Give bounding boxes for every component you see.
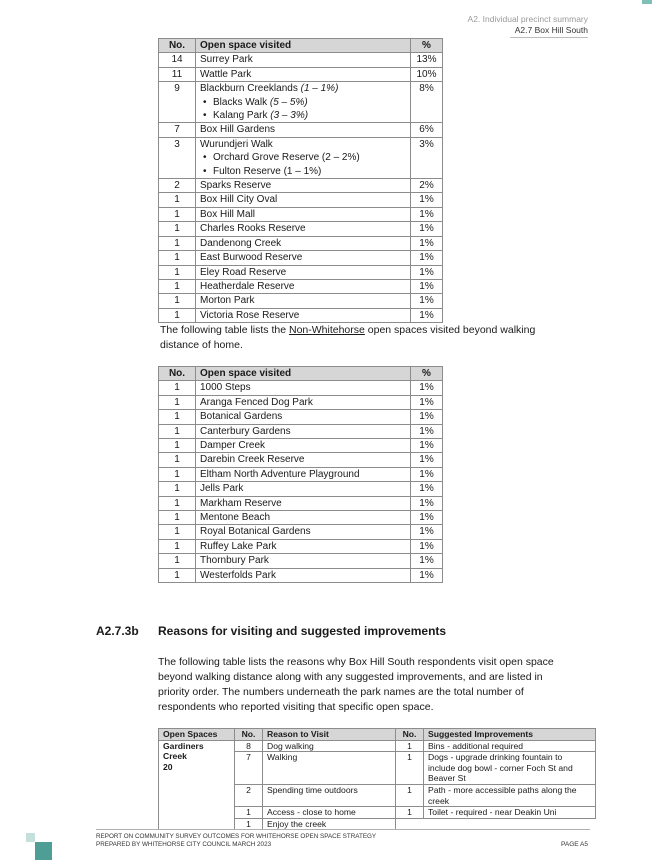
cell-name: Wurundjeri Walk — [200, 138, 273, 150]
cell-name: Box Hill Gardens — [196, 123, 411, 137]
cell-suggestion: Bins - additional required — [424, 740, 596, 752]
cell-no: 1 — [159, 424, 196, 438]
cell-pct: 1% — [411, 395, 443, 409]
cell-no: 7 — [235, 752, 263, 785]
cell-no: 1 — [159, 511, 196, 525]
cell-name: Ruffey Lake Park — [196, 539, 411, 553]
table-row — [159, 308, 443, 322]
table-row — [159, 554, 443, 568]
cell-suggestion: Toilet - required - near Deakin Uni — [424, 807, 596, 819]
cell-pct: 1% — [411, 308, 443, 322]
col-percent: % — [411, 39, 443, 53]
cell-no: 3 — [159, 137, 196, 178]
section-number: A2.7.3b — [96, 624, 139, 638]
cell-name: Box Hill City Oval — [196, 193, 411, 207]
cell-no: 1 — [159, 207, 196, 221]
col-open-space: Open space visited — [196, 367, 411, 381]
table-row — [159, 67, 443, 81]
cell-reason: Dog walking — [263, 740, 396, 752]
footer-report-title: REPORT ON COMMUNITY SURVEY OUTCOMES FOR WHITEHORSE OPEN SPACE STRATEGY — [96, 833, 377, 840]
table-row — [159, 193, 443, 207]
cell-name-group — [196, 82, 411, 123]
table-row — [159, 453, 443, 467]
table-row — [159, 525, 443, 539]
cell-no: 1 — [159, 554, 196, 568]
sub-item-note: (3 – 3%) — [270, 110, 309, 122]
cell-no: 1 — [235, 818, 263, 830]
cell-reason: Spending time outdoors — [263, 784, 396, 806]
cell-pct: 1% — [411, 265, 443, 279]
col-no-2: No. — [396, 729, 424, 741]
table-row — [159, 568, 443, 582]
cell-name: Eley Road Reserve — [196, 265, 411, 279]
cell-no-2: 1 — [396, 740, 424, 752]
cell-no: 1 — [159, 294, 196, 308]
cell-no: 9 — [159, 82, 196, 123]
cell-pct: 1% — [411, 279, 443, 293]
cell-pct: 2% — [411, 179, 443, 193]
cell-pct: 1% — [411, 294, 443, 308]
cell-no: 1 — [159, 395, 196, 409]
col-suggested-improvements: Suggested Improvements — [424, 729, 596, 741]
cell-pct: 1% — [411, 251, 443, 265]
cell-pct: 3% — [411, 137, 443, 178]
cell-name: Surrey Park — [196, 53, 411, 67]
cell-no: 1 — [159, 265, 196, 279]
open-space-name-line1: Gardiners — [163, 740, 204, 751]
header-subsection: A2.7 Box Hill South — [514, 25, 588, 35]
cell-name: Dandenong Creek — [196, 236, 411, 250]
intro-text-before: The following table lists the — [160, 324, 289, 336]
col-percent: % — [411, 367, 443, 381]
cell-pct: 1% — [411, 381, 443, 395]
col-no: No. — [159, 39, 196, 53]
cell-pct: 1% — [411, 439, 443, 453]
cell-name: Damper Creek — [196, 439, 411, 453]
table-row — [159, 53, 443, 67]
cell-no-2: 1 — [396, 752, 424, 785]
cell-name: Markham Reserve — [196, 496, 411, 510]
cell-no: 1 — [159, 236, 196, 250]
table-row — [159, 222, 443, 236]
sub-item-name: Blacks Walk — [213, 96, 268, 108]
cell-name: Blackburn Creeklands — [200, 83, 298, 95]
reasons-improvements-table — [158, 728, 596, 830]
sub-item-note: (5 – 5%) — [269, 96, 308, 108]
intro-text-after: open spaces visited beyond walking distance of home. — [160, 324, 536, 351]
cell-no: 1 — [159, 482, 196, 496]
col-open-space: Open space visited — [196, 39, 411, 53]
cell-pct: 1% — [411, 568, 443, 582]
cell-name: Eltham North Adventure Playground — [196, 467, 411, 481]
cell-pct: 1% — [411, 539, 443, 553]
cell-name: Darebin Creek Reserve — [196, 453, 411, 467]
cell-no: 1 — [159, 467, 196, 481]
table-row — [159, 137, 443, 178]
open-space-name-line2: Creek — [163, 751, 187, 762]
table-row — [159, 381, 443, 395]
open-space-cell — [159, 740, 235, 830]
table-header-row — [159, 729, 596, 741]
cell-no: 14 — [159, 53, 196, 67]
cell-name: Charles Rooks Reserve — [196, 222, 411, 236]
table-row — [159, 740, 596, 752]
running-header — [468, 14, 588, 36]
cell-pct: 1% — [411, 496, 443, 510]
cell-pct: 1% — [411, 222, 443, 236]
cell-pct: 1% — [411, 467, 443, 481]
cell-no: 1 — [159, 568, 196, 582]
footer-prepared-by: PREPARED BY WHITEHORSE CITY COUNCIL MARCH 2023 — [96, 841, 272, 848]
intro-underlined-term: Non-Whitehorse — [288, 324, 365, 336]
section-paragraph: The following table lists the reasons why Box Hill South respondents visit open space beyond walking distance along with any suggested improvements, and are listed in priority order. The numbers underneath the park names are the total number of respondents who reported visiting that specific open space. — [158, 656, 554, 713]
cell-no: 7 — [159, 123, 196, 137]
cell-pct: 13% — [411, 53, 443, 67]
table-row — [159, 179, 443, 193]
sub-item — [200, 109, 406, 122]
cell-name: Westerfolds Park — [196, 568, 411, 582]
cell-name: Heatherdale Reserve — [196, 279, 411, 293]
table-row — [159, 410, 443, 424]
col-open-spaces: Open Spaces — [159, 729, 235, 741]
cell-no: 1 — [159, 279, 196, 293]
cell-name-note: (1 – 1%) — [300, 83, 339, 95]
cell-no: 1 — [159, 251, 196, 265]
cell-pct: 1% — [411, 193, 443, 207]
sub-item: • Orchard Grove Reserve (2 – 2%) — [200, 151, 406, 164]
cell-no: 2 — [159, 179, 196, 193]
corner-accent — [642, 0, 652, 4]
table-row — [159, 539, 443, 553]
intro-non-whitehorse — [160, 323, 560, 353]
table-row — [159, 395, 443, 409]
cell-no: 8 — [235, 740, 263, 752]
cell-name: Botanical Gardens — [196, 410, 411, 424]
table-row — [159, 82, 443, 123]
cell-pct: 1% — [411, 236, 443, 250]
cell-name: Canterbury Gardens — [196, 424, 411, 438]
table-row — [159, 511, 443, 525]
footer-decoration-large — [35, 842, 52, 860]
cell-pct: 1% — [411, 482, 443, 496]
cell-no: 1 — [159, 308, 196, 322]
cell-suggestion: Dogs - upgrade drinking fountain to include dog bowl - corner Foch St and Beaver St — [424, 752, 596, 785]
cell-pct: 1% — [411, 511, 443, 525]
cell-no: 1 — [159, 381, 196, 395]
table-row — [159, 482, 443, 496]
cell-pct: 1% — [411, 554, 443, 568]
cell-no: 1 — [159, 453, 196, 467]
cell-no: 1 — [159, 539, 196, 553]
sub-list — [200, 96, 406, 123]
table-row — [159, 279, 443, 293]
sub-item — [200, 96, 406, 109]
cell-no: 1 — [235, 807, 263, 819]
cell-name: Thornbury Park — [196, 554, 411, 568]
footer-decoration-small — [26, 833, 35, 842]
cell-name: Wattle Park — [196, 67, 411, 81]
sub-item-name: Kalang Park — [213, 110, 268, 122]
cell-reason: Enjoy the creek — [263, 818, 396, 830]
cell-pct: 1% — [411, 525, 443, 539]
sub-list — [200, 151, 406, 178]
col-reason: Reason to Visit — [263, 729, 396, 741]
table-row — [159, 265, 443, 279]
cell-name: Mentone Beach — [196, 511, 411, 525]
cell-name-group — [196, 137, 411, 178]
cell-no: 1 — [159, 496, 196, 510]
cell-pct: 8% — [411, 82, 443, 123]
col-no: No. — [235, 729, 263, 741]
cell-reason: Access - close to home — [263, 807, 396, 819]
cell-name: Aranga Fenced Dog Park — [196, 395, 411, 409]
cell-name: Sparks Reserve — [196, 179, 411, 193]
table-row — [159, 207, 443, 221]
cell-pct: 10% — [411, 67, 443, 81]
whitehorse-open-space-table — [158, 38, 443, 323]
section-title: Reasons for visiting and suggested improvements — [158, 624, 447, 638]
sub-item: • Fulton Reserve (1 – 1%) — [200, 165, 406, 178]
cell-no: 1 — [159, 525, 196, 539]
cell-name: Royal Botanical Gardens — [196, 525, 411, 539]
cell-no: 1 — [159, 193, 196, 207]
cell-no-2: 1 — [396, 784, 424, 806]
cell-name: 1000 Steps — [196, 381, 411, 395]
cell-reason: Walking — [263, 752, 396, 785]
col-no: No. — [159, 367, 196, 381]
cell-no: 2 — [235, 784, 263, 806]
table-row — [159, 424, 443, 438]
table-row — [159, 467, 443, 481]
table-header-row — [159, 367, 443, 381]
footer-rule — [96, 829, 590, 830]
page-number: PAGE A5 — [561, 841, 588, 848]
cell-no: 1 — [159, 222, 196, 236]
cell-pct: 1% — [411, 424, 443, 438]
footer-text — [96, 833, 376, 849]
cell-pct: 1% — [411, 453, 443, 467]
cell-name: Morton Park — [196, 294, 411, 308]
cell-no: 1 — [159, 439, 196, 453]
cell-no: 11 — [159, 67, 196, 81]
cell-pct: 1% — [411, 410, 443, 424]
cell-name: Box Hill Mall — [196, 207, 411, 221]
cell-name: East Burwood Reserve — [196, 251, 411, 265]
open-space-count: 20 — [163, 761, 173, 772]
table-header-row — [159, 39, 443, 53]
header-section: A2. Individual precinct summary — [467, 14, 588, 24]
table-row — [159, 236, 443, 250]
cell-suggestion: Path - more accessible paths along the creek — [424, 784, 596, 806]
table-row — [159, 439, 443, 453]
table-row — [159, 496, 443, 510]
cell-pct: 1% — [411, 207, 443, 221]
table-row — [159, 251, 443, 265]
cell-pct: 6% — [411, 123, 443, 137]
cell-no: 1 — [159, 410, 196, 424]
header-rule — [510, 37, 588, 38]
table-row — [159, 294, 443, 308]
cell-name: Jells Park — [196, 482, 411, 496]
cell-no-2: 1 — [396, 807, 424, 819]
non-whitehorse-open-space-table — [158, 366, 443, 583]
cell-name: Victoria Rose Reserve — [196, 308, 411, 322]
table-row — [159, 123, 443, 137]
